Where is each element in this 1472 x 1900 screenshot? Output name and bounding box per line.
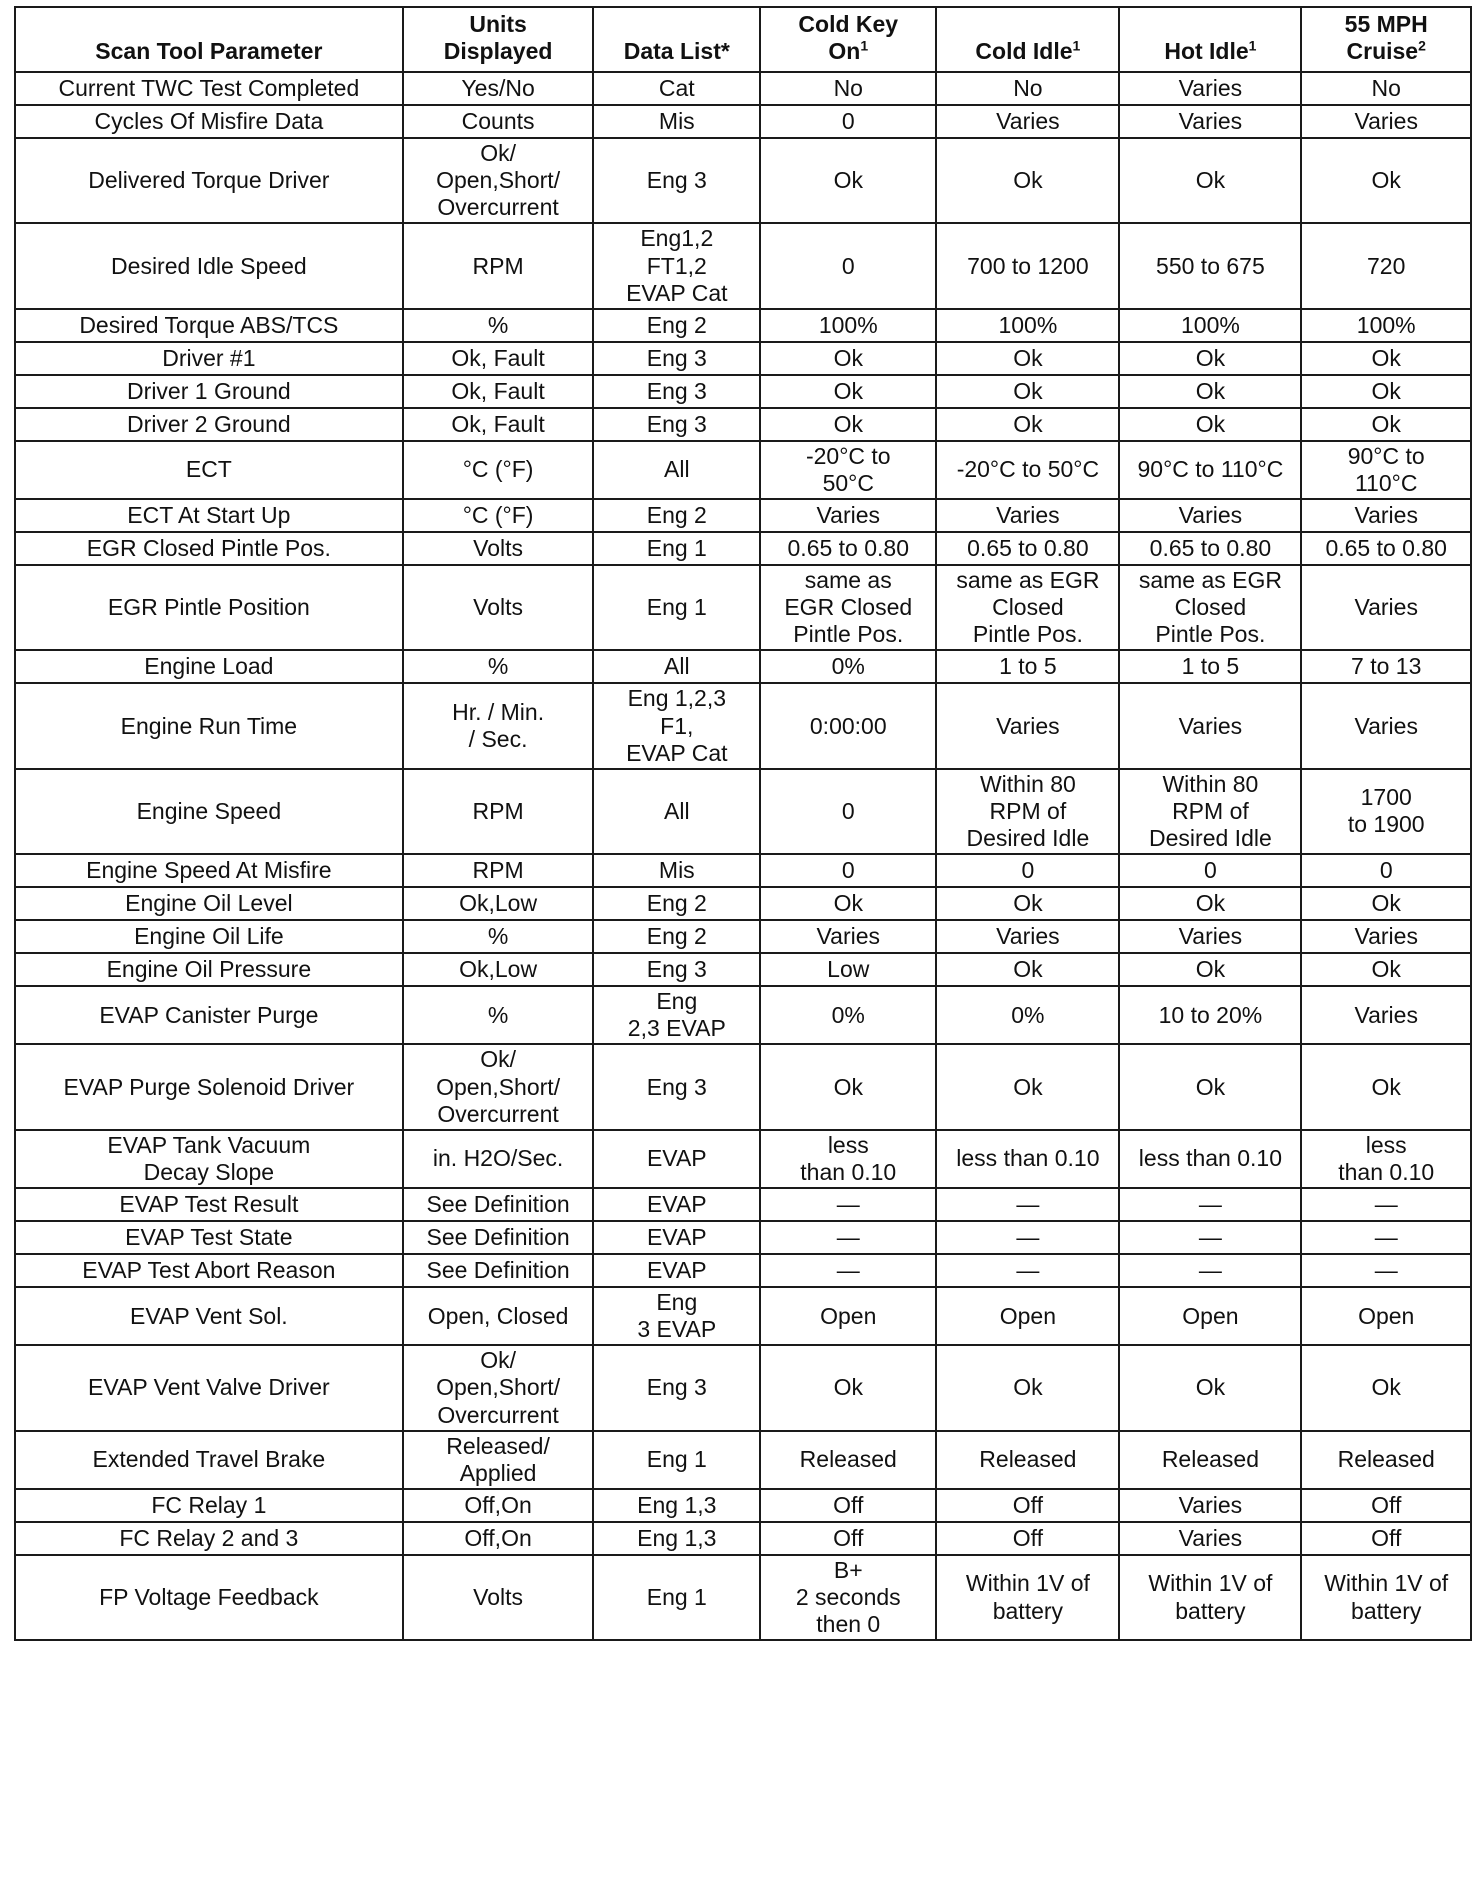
cell-cold-key-on: Off [760, 1522, 936, 1555]
table-row [15, 342, 1471, 375]
cell-cruise-55mph: Off [1301, 1489, 1471, 1522]
column-header-data-list: Data List* [593, 7, 760, 72]
cell-cold-idle: 1 to 5 [936, 650, 1119, 683]
cell-hot-idle: 10 to 20% [1119, 986, 1301, 1044]
cell-hot-idle: Varies [1119, 920, 1301, 953]
cell-cold-key-on: Ok [760, 342, 936, 375]
cell-hot-idle: Ok [1119, 408, 1301, 441]
cell-cold-idle: same as EGR Closed Pintle Pos. [936, 565, 1119, 650]
cell-data-list: Eng1,2 FT1,2 EVAP Cat [593, 223, 760, 308]
cell-parameter: EVAP Vent Valve Driver [15, 1345, 403, 1430]
scan-tool-parameter-table [14, 6, 1472, 1641]
cell-cold-idle: — [936, 1254, 1119, 1287]
cell-cold-idle: Ok [936, 375, 1119, 408]
cell-cruise-55mph: Varies [1301, 499, 1471, 532]
cell-parameter: Desired Torque ABS/TCS [15, 309, 403, 342]
cell-parameter: Engine Oil Life [15, 920, 403, 953]
header-row [15, 7, 1471, 72]
column-header-parameter: Scan Tool Parameter [15, 7, 403, 72]
cell-cruise-55mph: Within 1V of battery [1301, 1555, 1471, 1640]
cell-data-list: Eng 1 [593, 1431, 760, 1489]
cell-hot-idle: Ok [1119, 375, 1301, 408]
cell-data-list: Eng 1,3 [593, 1522, 760, 1555]
cell-parameter: FC Relay 2 and 3 [15, 1522, 403, 1555]
cell-cruise-55mph: 100% [1301, 309, 1471, 342]
cell-parameter: Delivered Torque Driver [15, 138, 403, 223]
cell-parameter: FP Voltage Feedback [15, 1555, 403, 1640]
cell-data-list: Eng 2,3 EVAP [593, 986, 760, 1044]
cell-units: in. H2O/Sec. [403, 1130, 594, 1188]
cell-cold-idle: 100% [936, 309, 1119, 342]
column-header-units: Units Displayed [403, 7, 594, 72]
cell-hot-idle: 0.65 to 0.80 [1119, 532, 1301, 565]
cell-units: Volts [403, 1555, 594, 1640]
cell-cold-key-on: same as EGR Closed Pintle Pos. [760, 565, 936, 650]
cell-parameter: Current TWC Test Completed [15, 72, 403, 105]
cell-cold-key-on: Varies [760, 499, 936, 532]
cell-cruise-55mph: Varies [1301, 105, 1471, 138]
cell-cold-key-on: 0.65 to 0.80 [760, 532, 936, 565]
cell-parameter: Extended Travel Brake [15, 1431, 403, 1489]
cell-cold-key-on: — [760, 1254, 936, 1287]
cell-cruise-55mph: Ok [1301, 342, 1471, 375]
cell-data-list: Eng 1,3 [593, 1489, 760, 1522]
table-row [15, 105, 1471, 138]
cell-data-list: Eng 3 [593, 1345, 760, 1430]
cell-cold-key-on: Ok [760, 1044, 936, 1129]
cell-data-list: Eng 1 [593, 565, 760, 650]
cell-data-list: Cat [593, 72, 760, 105]
cell-cruise-55mph: Varies [1301, 920, 1471, 953]
table-row [15, 565, 1471, 650]
cell-units: % [403, 920, 594, 953]
cell-parameter: Driver #1 [15, 342, 403, 375]
cell-cold-idle: Ok [936, 342, 1119, 375]
cell-parameter: Desired Idle Speed [15, 223, 403, 308]
cell-cold-key-on: 0% [760, 650, 936, 683]
cell-parameter: EVAP Test Abort Reason [15, 1254, 403, 1287]
cell-cold-idle: — [936, 1188, 1119, 1221]
column-header-cold-idle: Cold Idle$^1$ [936, 7, 1119, 72]
cell-data-list: Eng 1 [593, 532, 760, 565]
cell-units: Ok, Fault [403, 408, 594, 441]
cell-cruise-55mph: No [1301, 72, 1471, 105]
cell-hot-idle: — [1119, 1221, 1301, 1254]
cell-cold-key-on: Released [760, 1431, 936, 1489]
cell-cruise-55mph: — [1301, 1188, 1471, 1221]
cell-parameter: ECT [15, 441, 403, 499]
cell-cold-idle: Released [936, 1431, 1119, 1489]
table-row [15, 441, 1471, 499]
cell-parameter: Driver 1 Ground [15, 375, 403, 408]
cell-units: Yes/No [403, 72, 594, 105]
cell-cold-idle: Open [936, 1287, 1119, 1345]
scan-tool-table-container [14, 6, 1472, 1641]
cell-units: % [403, 650, 594, 683]
cell-cold-idle: — [936, 1221, 1119, 1254]
cell-data-list: EVAP [593, 1254, 760, 1287]
cell-cold-idle: -20°C to 50°C [936, 441, 1119, 499]
cell-cold-idle: Off [936, 1522, 1119, 1555]
cell-cruise-55mph: Ok [1301, 138, 1471, 223]
cell-cold-idle: 700 to 1200 [936, 223, 1119, 308]
cell-parameter: EGR Closed Pintle Pos. [15, 532, 403, 565]
cell-cruise-55mph: — [1301, 1221, 1471, 1254]
cell-cruise-55mph: Ok [1301, 408, 1471, 441]
cell-hot-idle: — [1119, 1188, 1301, 1221]
cell-cold-key-on: — [760, 1221, 936, 1254]
cell-data-list: Eng 1,2,3 F1, EVAP Cat [593, 683, 760, 768]
cell-data-list: All [593, 769, 760, 854]
cell-cold-idle: No [936, 72, 1119, 105]
cell-data-list: Eng 2 [593, 499, 760, 532]
cell-units: Off,On [403, 1489, 594, 1522]
cell-cruise-55mph: 720 [1301, 223, 1471, 308]
table-row [15, 953, 1471, 986]
cell-hot-idle: Varies [1119, 683, 1301, 768]
cell-cruise-55mph: Ok [1301, 375, 1471, 408]
cell-cold-key-on: — [760, 1188, 936, 1221]
cell-parameter: Driver 2 Ground [15, 408, 403, 441]
cell-units: Volts [403, 565, 594, 650]
cell-cruise-55mph: Released [1301, 1431, 1471, 1489]
cell-units: Ok, Fault [403, 375, 594, 408]
table-row [15, 650, 1471, 683]
cell-data-list: Eng 3 [593, 953, 760, 986]
cell-data-list: All [593, 650, 760, 683]
table-row [15, 986, 1471, 1044]
cell-hot-idle: 1 to 5 [1119, 650, 1301, 683]
cell-cold-key-on: 0 [760, 223, 936, 308]
table-row [15, 72, 1471, 105]
table-row [15, 499, 1471, 532]
cell-data-list: Eng 3 [593, 1044, 760, 1129]
cell-data-list: Eng 3 [593, 375, 760, 408]
cell-cruise-55mph: Ok [1301, 1044, 1471, 1129]
cell-cold-idle: Within 80 RPM of Desired Idle [936, 769, 1119, 854]
cell-data-list: Eng 1 [593, 1555, 760, 1640]
cell-cold-idle: 0.65 to 0.80 [936, 532, 1119, 565]
cell-data-list: Mis [593, 854, 760, 887]
cell-parameter: EVAP Test State [15, 1221, 403, 1254]
table-row [15, 887, 1471, 920]
cell-units: Ok/ Open,Short/ Overcurrent [403, 1044, 594, 1129]
cell-data-list: Mis [593, 105, 760, 138]
cell-hot-idle: Ok [1119, 887, 1301, 920]
cell-cruise-55mph: 0.65 to 0.80 [1301, 532, 1471, 565]
cell-hot-idle: Within 1V of battery [1119, 1555, 1301, 1640]
cell-cold-key-on: 0 [760, 854, 936, 887]
cell-units: See Definition [403, 1221, 594, 1254]
cell-hot-idle: 550 to 675 [1119, 223, 1301, 308]
cell-hot-idle: 90°C to 110°C [1119, 441, 1301, 499]
cell-cold-idle: Ok [936, 408, 1119, 441]
cell-parameter: EVAP Canister Purge [15, 986, 403, 1044]
cell-cold-idle: Varies [936, 683, 1119, 768]
cell-units: Volts [403, 532, 594, 565]
cell-units: % [403, 309, 594, 342]
cell-cruise-55mph: Ok [1301, 953, 1471, 986]
cell-units: °C (°F) [403, 499, 594, 532]
cell-cold-key-on: Ok [760, 138, 936, 223]
cell-hot-idle: 0 [1119, 854, 1301, 887]
table-row [15, 920, 1471, 953]
cell-cold-key-on: 0 [760, 769, 936, 854]
table-row [15, 1254, 1471, 1287]
cell-units: See Definition [403, 1254, 594, 1287]
cell-data-list: Eng 3 [593, 342, 760, 375]
cell-cold-key-on: Ok [760, 408, 936, 441]
cell-hot-idle: same as EGR Closed Pintle Pos. [1119, 565, 1301, 650]
cell-units: Hr. / Min. / Sec. [403, 683, 594, 768]
cell-cruise-55mph: Ok [1301, 1345, 1471, 1430]
table-row [15, 375, 1471, 408]
cell-cold-key-on: Low [760, 953, 936, 986]
table-row [15, 1287, 1471, 1345]
cell-hot-idle: Open [1119, 1287, 1301, 1345]
table-row [15, 1188, 1471, 1221]
cell-cold-idle: Varies [936, 920, 1119, 953]
cell-data-list: Eng 2 [593, 887, 760, 920]
cell-parameter: Engine Load [15, 650, 403, 683]
cell-cold-key-on: Open [760, 1287, 936, 1345]
cell-cruise-55mph: Open [1301, 1287, 1471, 1345]
cell-data-list: Eng 2 [593, 309, 760, 342]
cell-cruise-55mph: 90°C to 110°C [1301, 441, 1471, 499]
cell-hot-idle: Ok [1119, 953, 1301, 986]
cell-hot-idle: Varies [1119, 499, 1301, 532]
table-row [15, 1489, 1471, 1522]
cell-units: Ok, Fault [403, 342, 594, 375]
cell-cruise-55mph: Varies [1301, 565, 1471, 650]
cell-cruise-55mph: Off [1301, 1522, 1471, 1555]
cell-cold-idle: Varies [936, 105, 1119, 138]
cell-hot-idle: less than 0.10 [1119, 1130, 1301, 1188]
cell-units: °C (°F) [403, 441, 594, 499]
cell-hot-idle: Ok [1119, 1044, 1301, 1129]
cell-cold-key-on: Off [760, 1489, 936, 1522]
table-row [15, 1130, 1471, 1188]
cell-cold-key-on: No [760, 72, 936, 105]
table-row [15, 309, 1471, 342]
cell-cold-idle: Within 1V of battery [936, 1555, 1119, 1640]
cell-hot-idle: Within 80 RPM of Desired Idle [1119, 769, 1301, 854]
cell-cold-idle: less than 0.10 [936, 1130, 1119, 1188]
cell-parameter: EGR Pintle Position [15, 565, 403, 650]
cell-cruise-55mph: 0 [1301, 854, 1471, 887]
cell-parameter: Engine Speed At Misfire [15, 854, 403, 887]
cell-data-list: Eng 3 EVAP [593, 1287, 760, 1345]
cell-data-list: EVAP [593, 1221, 760, 1254]
cell-cold-idle: Off [936, 1489, 1119, 1522]
cell-cold-key-on: Ok [760, 887, 936, 920]
cell-data-list: Eng 2 [593, 920, 760, 953]
cell-cold-key-on: 0 [760, 105, 936, 138]
cell-cruise-55mph: — [1301, 1254, 1471, 1287]
cell-parameter: EVAP Tank Vacuum Decay Slope [15, 1130, 403, 1188]
cell-hot-idle: Varies [1119, 72, 1301, 105]
column-header-cold-key-on: Cold Key On$^1$ [760, 7, 936, 72]
cell-units: Released/ Applied [403, 1431, 594, 1489]
table-row [15, 1345, 1471, 1430]
table-body [15, 72, 1471, 1640]
cell-cold-idle: Ok [936, 1044, 1119, 1129]
cell-cold-key-on: Varies [760, 920, 936, 953]
column-header-hot-idle: Hot Idle$^1$ [1119, 7, 1301, 72]
table-row [15, 1555, 1471, 1640]
cell-units: Ok,Low [403, 953, 594, 986]
cell-parameter: EVAP Test Result [15, 1188, 403, 1221]
cell-cruise-55mph: 7 to 13 [1301, 650, 1471, 683]
cell-cruise-55mph: Varies [1301, 986, 1471, 1044]
cell-cold-idle: Ok [936, 887, 1119, 920]
cell-cold-idle: Varies [936, 499, 1119, 532]
cell-data-list: All [593, 441, 760, 499]
table-row [15, 223, 1471, 308]
cell-units: Open, Closed [403, 1287, 594, 1345]
table-row [15, 1522, 1471, 1555]
cell-hot-idle: Ok [1119, 138, 1301, 223]
cell-cold-key-on: 100% [760, 309, 936, 342]
cell-cold-key-on: Ok [760, 1345, 936, 1430]
cell-cold-idle: 0% [936, 986, 1119, 1044]
cell-cold-idle: Ok [936, 138, 1119, 223]
cell-hot-idle: 100% [1119, 309, 1301, 342]
cell-hot-idle: Ok [1119, 1345, 1301, 1430]
cell-data-list: EVAP [593, 1188, 760, 1221]
cell-parameter: Engine Oil Level [15, 887, 403, 920]
cell-cold-key-on: B+ 2 seconds then 0 [760, 1555, 936, 1640]
cell-data-list: EVAP [593, 1130, 760, 1188]
cell-parameter: Engine Oil Pressure [15, 953, 403, 986]
cell-parameter: Engine Run Time [15, 683, 403, 768]
table-row [15, 1431, 1471, 1489]
table-row [15, 532, 1471, 565]
column-header-cruise-55mph: 55 MPH Cruise$^2$ [1301, 7, 1471, 72]
cell-cold-key-on: Ok [760, 375, 936, 408]
cell-hot-idle: Released [1119, 1431, 1301, 1489]
cell-parameter: FC Relay 1 [15, 1489, 403, 1522]
cell-hot-idle: Varies [1119, 1522, 1301, 1555]
cell-data-list: Eng 3 [593, 138, 760, 223]
cell-units: Ok/ Open,Short/ Overcurrent [403, 138, 594, 223]
table-row [15, 769, 1471, 854]
cell-units: RPM [403, 223, 594, 308]
cell-cold-idle: Ok [936, 1345, 1119, 1430]
cell-units: Counts [403, 105, 594, 138]
cell-hot-idle: — [1119, 1254, 1301, 1287]
table-row [15, 854, 1471, 887]
cell-cold-idle: 0 [936, 854, 1119, 887]
cell-hot-idle: Varies [1119, 105, 1301, 138]
cell-parameter: Engine Speed [15, 769, 403, 854]
cell-hot-idle: Varies [1119, 1489, 1301, 1522]
cell-cruise-55mph: less than 0.10 [1301, 1130, 1471, 1188]
table-row [15, 138, 1471, 223]
cell-units: RPM [403, 769, 594, 854]
cell-cold-key-on: -20°C to 50°C [760, 441, 936, 499]
cell-units: Ok/ Open,Short/ Overcurrent [403, 1345, 594, 1430]
cell-parameter: EVAP Purge Solenoid Driver [15, 1044, 403, 1129]
cell-cold-key-on: less than 0.10 [760, 1130, 936, 1188]
cell-cold-key-on: 0% [760, 986, 936, 1044]
cell-units: Off,On [403, 1522, 594, 1555]
cell-cruise-55mph: Ok [1301, 887, 1471, 920]
cell-cruise-55mph: Varies [1301, 683, 1471, 768]
cell-cruise-55mph: 1700 to 1900 [1301, 769, 1471, 854]
cell-cold-key-on: 0:00:00 [760, 683, 936, 768]
table-row [15, 1044, 1471, 1129]
cell-hot-idle: Ok [1119, 342, 1301, 375]
table-row [15, 408, 1471, 441]
cell-data-list: Eng 3 [593, 408, 760, 441]
cell-parameter: EVAP Vent Sol. [15, 1287, 403, 1345]
cell-units: Ok,Low [403, 887, 594, 920]
cell-parameter: ECT At Start Up [15, 499, 403, 532]
cell-units: % [403, 986, 594, 1044]
cell-units: See Definition [403, 1188, 594, 1221]
cell-units: RPM [403, 854, 594, 887]
cell-parameter: Cycles Of Misfire Data [15, 105, 403, 138]
table-row [15, 1221, 1471, 1254]
table-row [15, 683, 1471, 768]
cell-cold-idle: Ok [936, 953, 1119, 986]
